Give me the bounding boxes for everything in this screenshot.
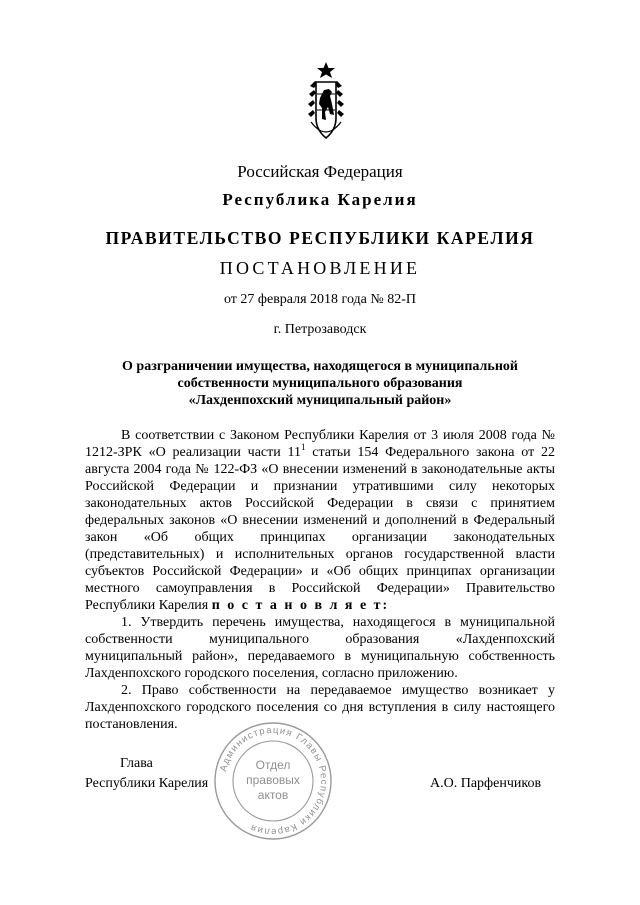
preamble-text-end: статьи 154 Федерального закона от 22 августа 2004 года № 122-ФЗ «О внесении изменений в законодательные акты Российской Федерации и признании утратившими силу некоторых законодательных актов Российской Федерации в связи с принятием федеральных законов «О внесении изменений и дополнений в Федеральный закон «Об общих принципах организации законодательных (представительных) и исполнительных органов государственной власти субъектов Российской Федерации» и «Об общих принципах организации местного самоуправления в Российской Федерации» Правительство Республики Карелия [85,445,555,613]
decree-item-2: 2. Право собственности на передаваемое имущество возникает у Лахденпохского городского поселения со дня вступления в силу настоящего постановления. [85,683,555,732]
decree-item-1: 1. Утвердить перечень имущества, находящегося в муниципальной собственности муниципального образования «Лахденпохский муниципальный район», передаваемого в муниципальную собственность Лахденпохского городского поселения, согласно приложению. [85,615,555,681]
title-line-1: О разграничении имущества, находящегося в муниципальной [122,359,518,374]
document-title [110,358,530,409]
signatory-name: А.О. Парфенчиков [430,776,542,791]
title-line-3: «Лахденпохский муниципальный район» [188,393,452,408]
superscript-1: 1 [301,442,306,452]
official-stamp [212,720,334,842]
document-type: ПОСТАНОВЛЕНИЕ [219,258,421,278]
preamble-paragraph [85,427,555,614]
title-line-2: собственности муниципального образования [177,376,463,391]
document-city: г. Петрозаводск [273,322,367,337]
stamp-line-2: правовых [246,773,300,787]
stamp-ring-text: Администрация Главы Республики Карелия [217,724,330,838]
preamble-text-start: В соответствии с Законом Республики Карелия от 3 июля 2008 года № 1212-ЗРК «О реализации части 11 [85,428,555,460]
stamp-line-1: Отдел [255,758,291,772]
stamp-line-3: актов [257,788,289,802]
resolves-keyword: п о с т а н о в л я е т: [211,598,390,613]
signatory-region: Республики Карелия [85,776,209,791]
republic-name: Республика Карелия [222,190,418,209]
document-body [85,427,555,733]
country-name: Российская Федерация [237,162,403,181]
karelia-coat-of-arms-icon [305,60,347,150]
document-date: от 27 февраля 2018 года № 82-П [223,292,417,307]
government-name: ПРАВИТЕЛЬСТВО РЕСПУБЛИКИ КАРЕЛИЯ [105,228,535,248]
signatory-title: Глава [120,756,153,771]
